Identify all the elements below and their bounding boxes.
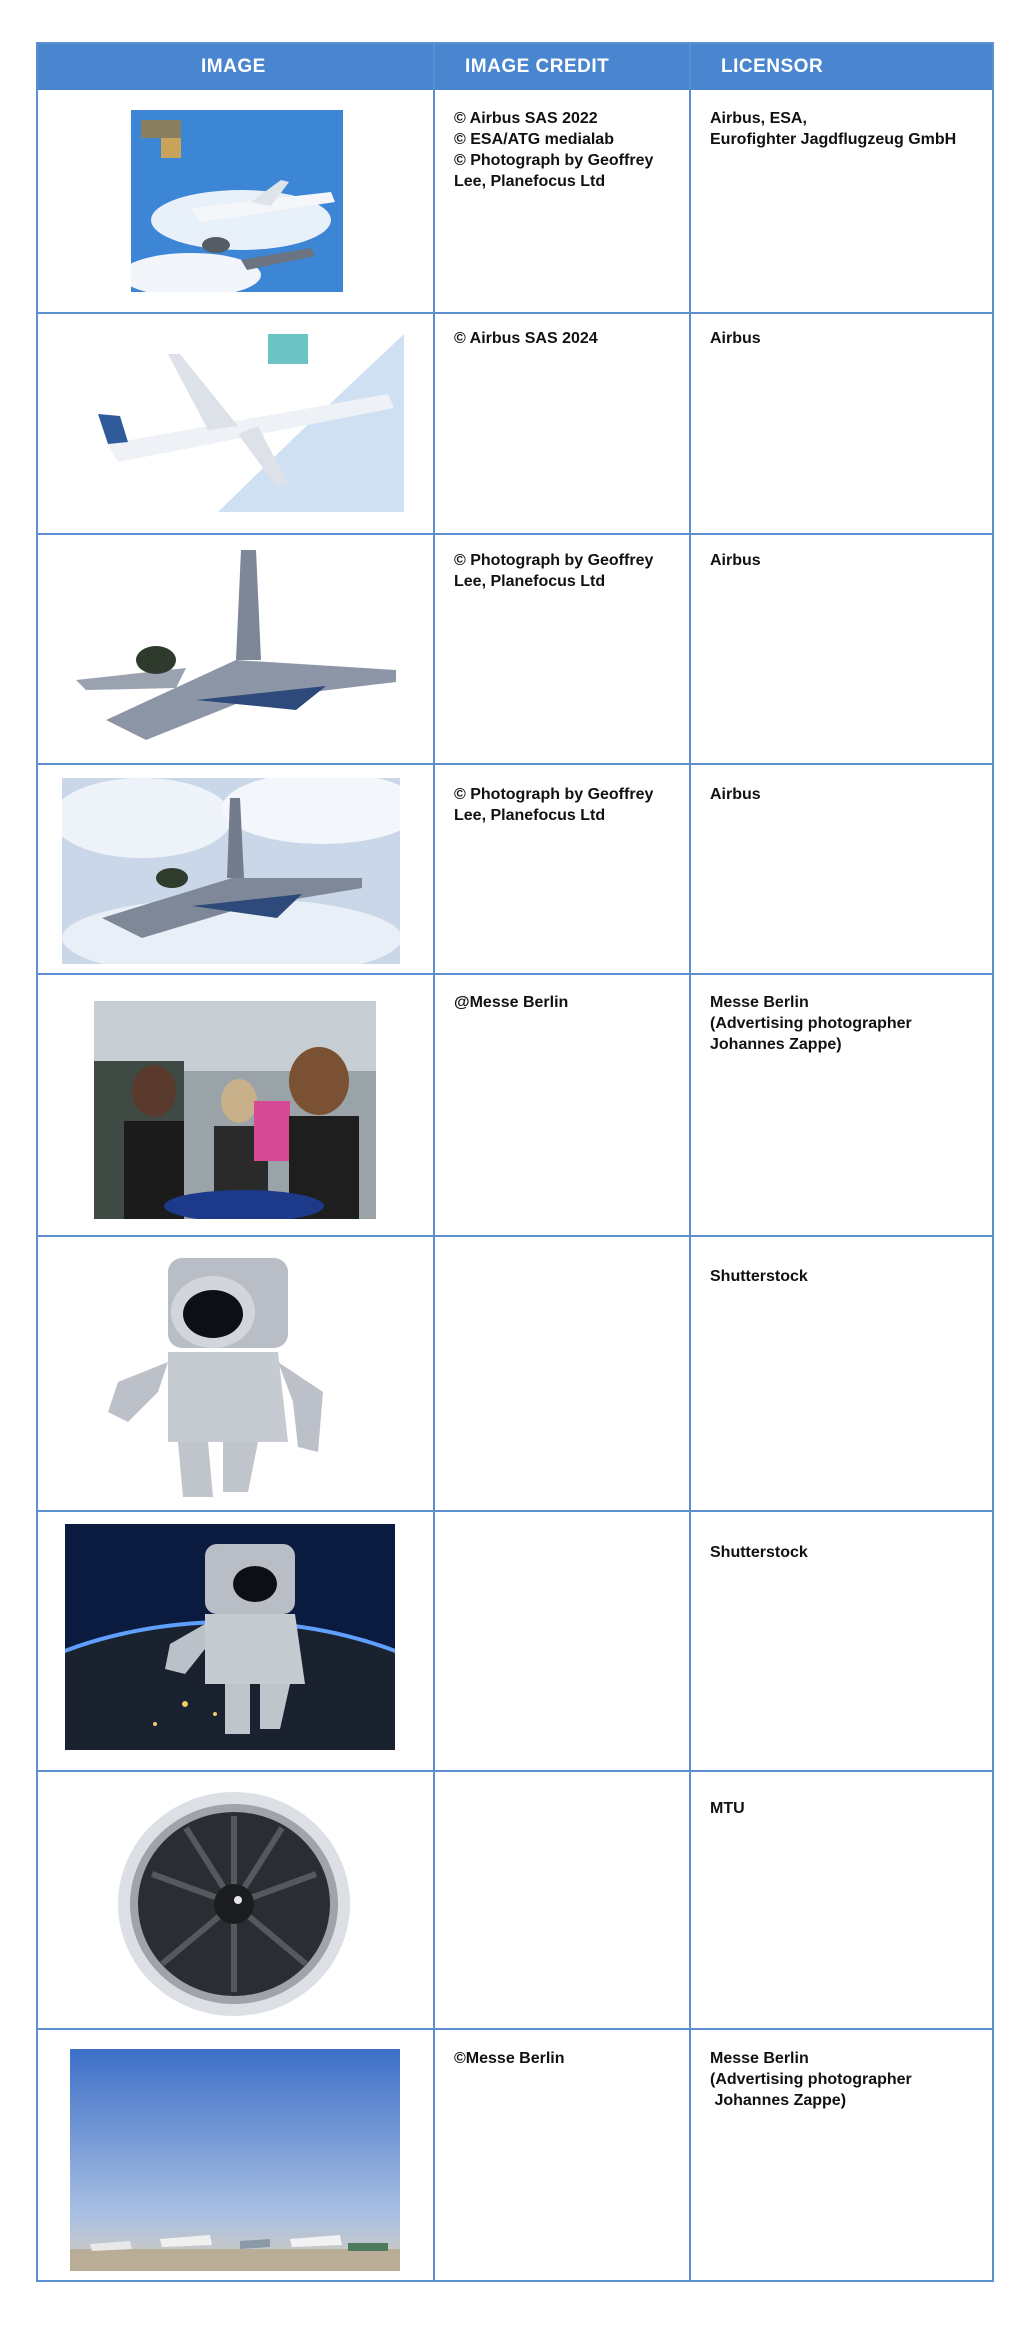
eurofighter-image <box>66 550 412 750</box>
row-divider <box>38 2028 992 2030</box>
credit-text: © Photograph by Geoffrey Lee, Planefocus Ltd <box>454 786 654 824</box>
row-divider <box>38 1235 992 1237</box>
row-divider <box>38 312 992 314</box>
airfield-photo <box>70 2049 400 2271</box>
licensor-text: Shutterstock <box>710 1544 808 1561</box>
credit-text: ©Messe Berlin <box>454 2050 565 2067</box>
ila-booth-photo <box>94 1001 376 1219</box>
licensor-text: Airbus, ESA, Eurofighter Jagdflugzeug GmbH <box>710 110 957 148</box>
column-divider <box>433 44 435 2280</box>
licensor-text: Airbus <box>710 552 761 569</box>
licensor-text: Messe Berlin (Advertising photographer Johannes Zappe) <box>710 994 912 1053</box>
licensor-text: Airbus <box>710 786 761 803</box>
licensor-text: Messe Berlin (Advertising photographer Johannes Zappe) <box>710 2050 912 2109</box>
airbus-a321-image <box>98 334 404 512</box>
eurofighter-clouds-image <box>62 778 400 964</box>
row-divider <box>38 1510 992 1512</box>
astronaut-earth-image <box>65 1524 395 1750</box>
credit-text: © Airbus SAS 2022 © ESA/ATG medialab © Photograph by Geoffrey Lee, Planefocus Ltd <box>454 110 654 190</box>
credit-text: © Airbus SAS 2024 <box>454 330 598 347</box>
credits-table <box>36 42 994 2282</box>
header-image: IMAGE <box>201 56 266 77</box>
licensor-text: Shutterstock <box>710 1268 808 1285</box>
row-divider <box>38 1770 992 1772</box>
row-divider <box>38 533 992 535</box>
column-divider <box>689 44 691 2280</box>
table-header <box>38 44 992 90</box>
jet-engine-image <box>116 1784 358 2018</box>
astronaut-image <box>98 1252 374 1500</box>
header-image-credit: IMAGE CREDIT <box>465 56 610 77</box>
credit-text: @Messe Berlin <box>454 994 569 1011</box>
airbus-collage-image <box>131 110 343 292</box>
row-divider <box>38 763 992 765</box>
row-divider <box>38 973 992 975</box>
credit-text: © Photograph by Geoffrey Lee, Planefocus Ltd <box>454 552 654 590</box>
header-licensor: LICENSOR <box>721 56 824 77</box>
licensor-text: Airbus <box>710 330 761 347</box>
licensor-text: MTU <box>710 1800 745 1817</box>
